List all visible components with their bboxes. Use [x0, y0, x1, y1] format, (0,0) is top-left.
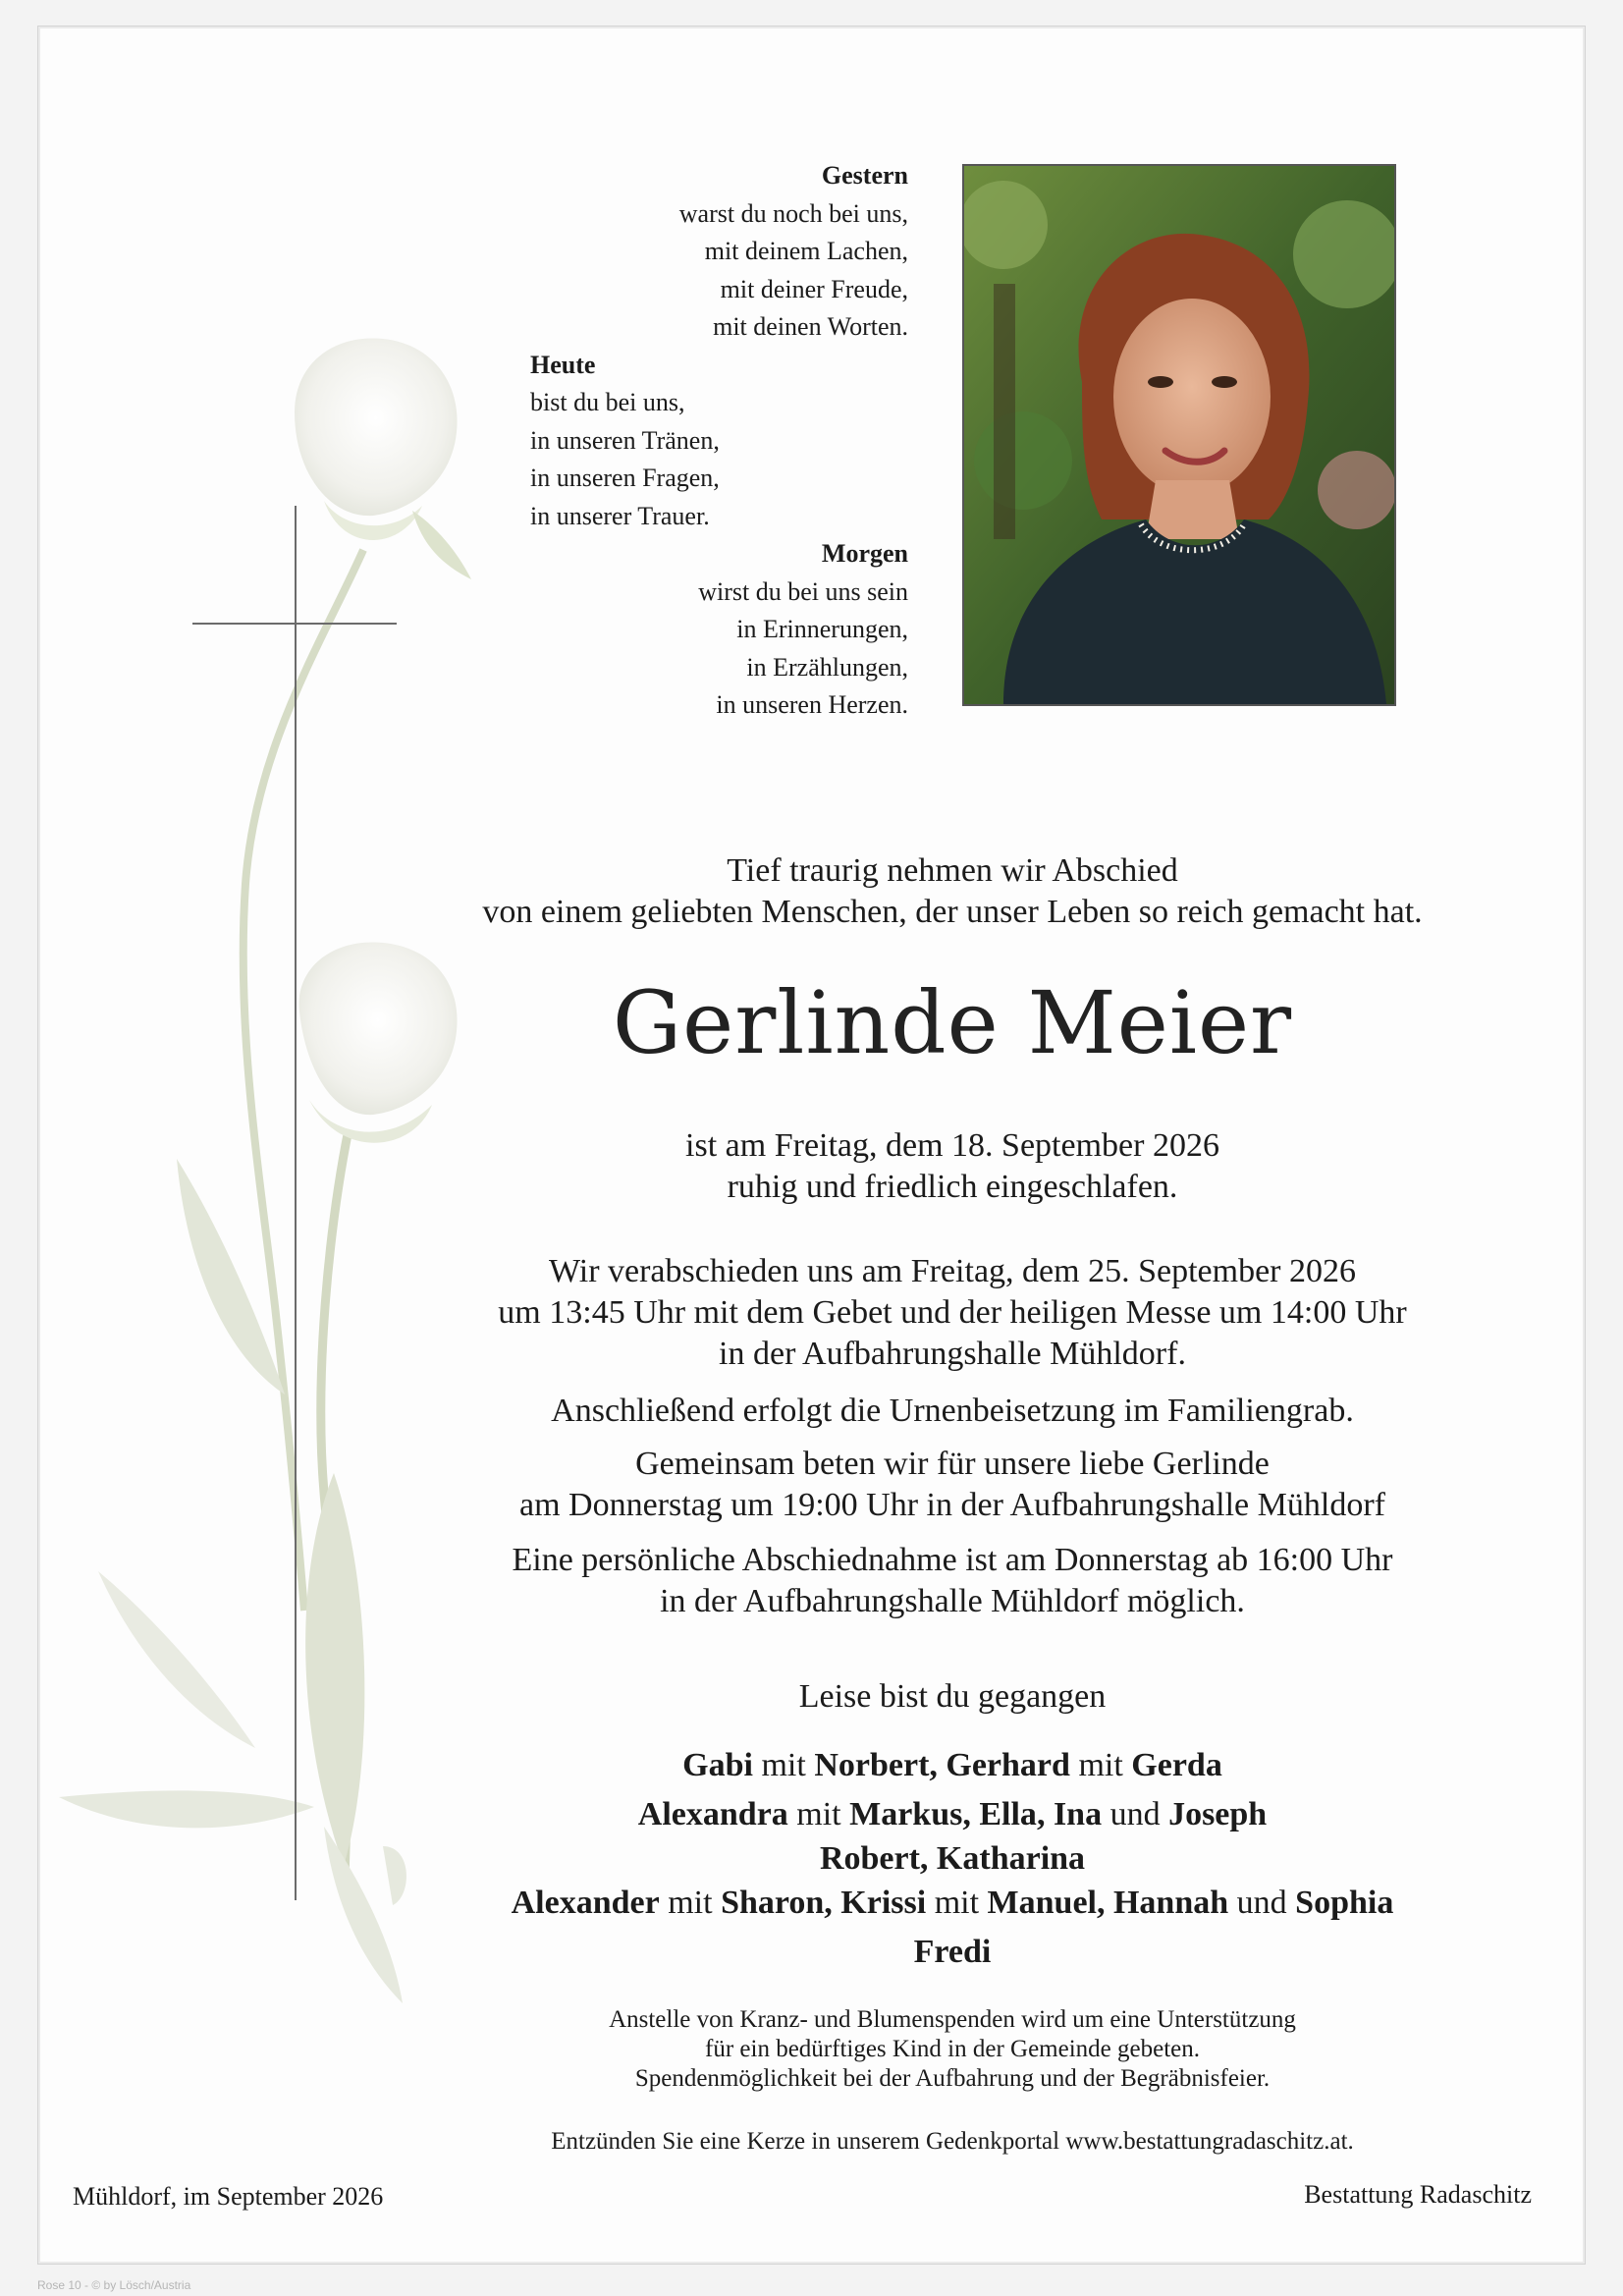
- family-member: Gerhard: [946, 1747, 1070, 1783]
- intro-text: [324, 850, 1581, 933]
- poem-line: mit deinem Lachen,: [704, 237, 908, 265]
- place-date: Mühldorf, im September 2026: [73, 2182, 384, 2211]
- farewell-line: Wir verabschieden uns am Freitag, dem 25. September 2026: [549, 1253, 1356, 1289]
- urn-info: [324, 1391, 1581, 1432]
- family-joiner: mit: [1069, 1747, 1132, 1783]
- cross-vertical: [295, 506, 297, 1900]
- family-joiner: und: [1228, 1885, 1296, 1921]
- family-joiner: mit: [926, 1885, 988, 1921]
- donation-line: für ein bedürftiges Kind in der Gemeinde gebeten.: [705, 2036, 1200, 2062]
- leise-line: [324, 1676, 1581, 1718]
- farewell-line: in der Aufbahrungshalle Mühldorf.: [719, 1336, 1186, 1372]
- death-line: ruhig und friedlich eingeschlafen.: [727, 1169, 1178, 1205]
- poem-line: warst du noch bei uns,: [678, 198, 908, 228]
- viewing-info: [324, 1540, 1581, 1622]
- family-joiner: und: [1102, 1796, 1169, 1832]
- farewell-info: [324, 1251, 1581, 1375]
- cross-horizontal: [192, 623, 397, 625]
- leise-text: Leise bist du gegangen: [798, 1678, 1107, 1715]
- image-credit: Rose 10 - © by Lösch/Austria: [37, 2278, 191, 2292]
- viewing-line: Eine persönliche Abschiednahme ist am Donnerstag ab 16:00 Uhr: [512, 1542, 1393, 1578]
- family-joiner: ,: [824, 1885, 841, 1921]
- family-member: Ella: [979, 1796, 1037, 1832]
- family-line-3: Robert, Katharina: [819, 1840, 1086, 1877]
- family-line-1: [324, 1741, 1581, 1790]
- family-joiner: mit: [659, 1885, 722, 1921]
- poem-line: mit deiner Freude,: [720, 274, 908, 303]
- viewing-line: in der Aufbahrungshalle Mühldorf möglich.: [660, 1583, 1245, 1619]
- urn-line: Anschließend erfolgt die Urnenbeisetzung im Familiengrab.: [551, 1393, 1354, 1429]
- family-member: Ina: [1053, 1796, 1103, 1832]
- poem-line: in unserer Trauer.: [530, 501, 710, 530]
- family-member: Hannah: [1112, 1885, 1229, 1921]
- family-line-4: [324, 1879, 1581, 1928]
- prayer-info: [324, 1444, 1581, 1526]
- portrait-image: [964, 166, 1394, 704]
- family-joiner: mit: [787, 1796, 850, 1832]
- candle-line: Entzünden Sie eine Kerze in unserem Gedenkportal www.bestattungradaschitz.at.: [551, 2128, 1354, 2155]
- poem-title-morgen: Morgen: [821, 539, 908, 568]
- name-text: Gerlinde Meier: [612, 972, 1293, 1073]
- death-line: ist am Freitag, dem 18. September 2026: [685, 1127, 1219, 1164]
- poem-title-heute: Heute: [530, 350, 596, 379]
- poem-title-gestern: Gestern: [821, 161, 908, 190]
- family-member: Sophia: [1295, 1885, 1394, 1921]
- prayer-line: Gemeinsam beten wir für unsere liebe Gerlinde: [635, 1446, 1270, 1482]
- family-line-5: Fredi: [913, 1934, 992, 1970]
- poem-line: in unseren Tränen,: [530, 425, 720, 455]
- family-joiner: ,: [1096, 1885, 1113, 1921]
- donation-line: Spendenmöglichkeit bei der Aufbahrung und der Begräbnisfeier.: [634, 2065, 1271, 2092]
- donation-line: Anstelle von Kranz- und Blumenspenden wird um eine Unterstützung: [609, 2006, 1296, 2033]
- family-joiner: ,: [1036, 1796, 1054, 1832]
- poem-line: in Erzählungen,: [746, 652, 908, 682]
- family-member: Alexander: [511, 1885, 660, 1921]
- intro-line: Tief traurig nehmen wir Abschied: [727, 852, 1178, 889]
- poem-line: in Erinnerungen,: [736, 615, 908, 643]
- family-member: Gabi: [682, 1747, 753, 1783]
- candle-note: [324, 2127, 1581, 2157]
- family-member: Krissi: [840, 1885, 927, 1921]
- family-member: Gerda: [1131, 1747, 1222, 1783]
- family-list: [324, 1741, 1581, 1977]
- family-joiner: mit: [752, 1747, 815, 1783]
- family-member: Sharon: [721, 1885, 825, 1921]
- donation-note: [324, 2005, 1581, 2094]
- portrait-photo: [962, 164, 1396, 706]
- family-member: Alexandra: [637, 1796, 788, 1832]
- family-joiner: ,: [929, 1747, 947, 1783]
- poem-line: wirst du bei uns sein: [698, 576, 908, 606]
- intro-line: von einem geliebten Menschen, der unser Leben so reich gemacht hat.: [482, 894, 1423, 930]
- death-notice: [324, 1125, 1581, 1208]
- prayer-line: am Donnerstag um 19:00 Uhr in der Aufbahrungshalle Mühldorf: [519, 1487, 1385, 1523]
- family-joiner: ,: [962, 1796, 980, 1832]
- family-member: Joseph: [1168, 1796, 1268, 1832]
- farewell-line: um 13:45 Uhr mit dem Gebet und der heiligen Messe um 14:00 Uhr: [498, 1294, 1407, 1331]
- family-line-2: [324, 1790, 1581, 1839]
- family-member: Manuel: [987, 1885, 1097, 1921]
- poem-line: mit deinen Worten.: [713, 312, 908, 341]
- undertaker: Bestattung Radaschitz: [1304, 2180, 1532, 2209]
- poem-line: in unseren Fragen,: [530, 464, 720, 492]
- poem-line: bist du bei uns,: [530, 388, 685, 416]
- family-member: Norbert: [814, 1747, 930, 1783]
- poem: [530, 157, 908, 725]
- family-member: Markus: [849, 1796, 963, 1832]
- poem-line: in unseren Herzen.: [716, 690, 908, 719]
- deceased-name: [324, 972, 1581, 1073]
